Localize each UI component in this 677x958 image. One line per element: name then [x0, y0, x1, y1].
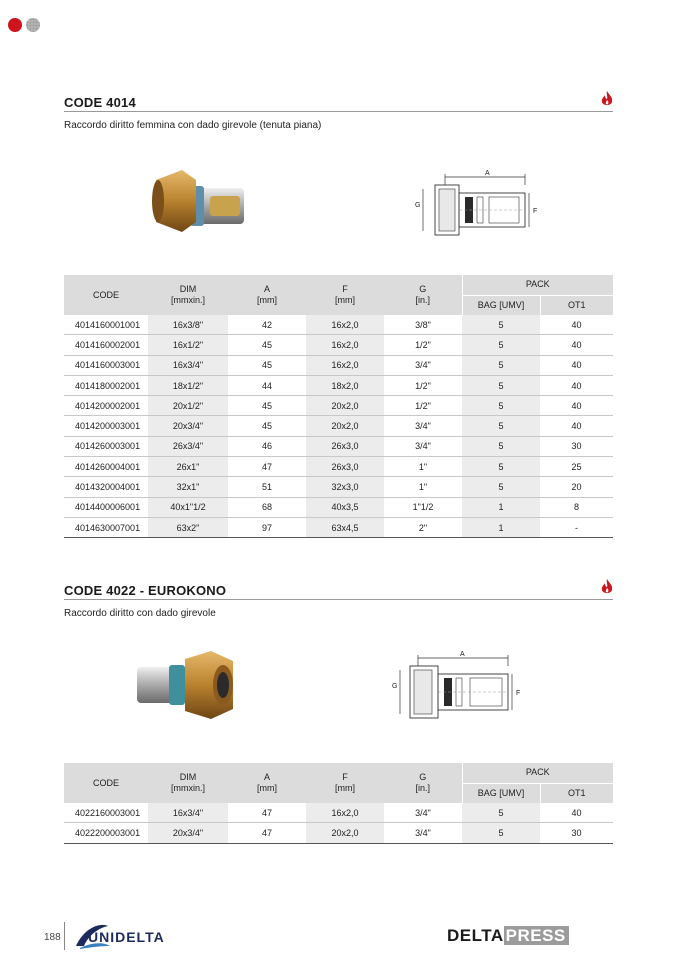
cell-dim: 16x1/2"	[148, 335, 228, 355]
cell-ot1: 40	[540, 315, 613, 335]
cell-g: 3/8"	[384, 315, 462, 335]
cell-f: 32x3,0	[306, 477, 384, 497]
header-f: F [mm]	[306, 763, 384, 803]
cell-code: 4014180002001	[64, 375, 148, 395]
dimension-label-g: G	[392, 683, 398, 690]
cell-f: 40x3,5	[306, 497, 384, 517]
cell-g: 1"	[384, 477, 462, 497]
cell-g: 3/4"	[384, 823, 462, 843]
cell-ot1: 40	[540, 416, 613, 436]
cell-f: 20x2,0	[306, 823, 384, 843]
cell-ot1: 30	[540, 823, 613, 843]
technical-drawing	[388, 650, 528, 730]
table-row	[64, 355, 613, 375]
cell-code: 4022160003001	[64, 803, 148, 823]
cell-ot1: 40	[540, 355, 613, 375]
cell-dim: 40x1"1/2	[148, 497, 228, 517]
cell-code: 4014160001001	[64, 315, 148, 335]
table-row	[64, 517, 613, 537]
cell-bag: 5	[462, 477, 540, 497]
section-subtitle: Raccordo diritto con dado girevole	[64, 608, 216, 619]
cell-f: 26x3,0	[306, 436, 384, 456]
footer-divider	[64, 922, 65, 950]
cell-f: 18x2,0	[306, 375, 384, 395]
table-row	[64, 396, 613, 416]
cell-dim: 16x3/4"	[148, 803, 228, 823]
section-title: CODE 4014	[64, 95, 136, 110]
cell-a: 45	[228, 416, 306, 436]
cell-f: 16x2,0	[306, 315, 384, 335]
cell-dim: 16x3/8"	[148, 315, 228, 335]
table-row	[64, 315, 613, 335]
cell-dim: 63x2"	[148, 517, 228, 537]
table-row	[64, 436, 613, 456]
header-dim: DIM [mmxin.]	[148, 763, 228, 803]
cell-f: 16x2,0	[306, 355, 384, 375]
cell-f: 63x4,5	[306, 517, 384, 537]
table-row	[64, 823, 613, 843]
cell-bag: 5	[462, 436, 540, 456]
cell-dim: 20x3/4"	[148, 823, 228, 843]
cell-dim: 20x1/2"	[148, 396, 228, 416]
cell-g: 1"	[384, 457, 462, 477]
cell-f: 20x2,0	[306, 396, 384, 416]
cell-a: 46	[228, 436, 306, 456]
cell-g: 1"1/2	[384, 497, 462, 517]
cell-bag: 5	[462, 335, 540, 355]
cell-ot1: 25	[540, 457, 613, 477]
dimension-label-g: G	[415, 202, 421, 209]
header-ot1: OT1	[540, 783, 613, 803]
cell-dim: 32x1"	[148, 477, 228, 497]
cell-a: 45	[228, 355, 306, 375]
cell-g: 3/4"	[384, 355, 462, 375]
header-f: F [mm]	[306, 275, 384, 315]
cell-a: 44	[228, 375, 306, 395]
cell-a: 45	[228, 396, 306, 416]
table-row	[64, 416, 613, 436]
cell-dim: 26x3/4"	[148, 436, 228, 456]
header-bag: BAG [UMV]	[462, 783, 540, 803]
grey-dot-icon	[26, 18, 40, 32]
cell-ot1: 40	[540, 803, 613, 823]
dimension-label-f: F	[533, 208, 538, 215]
header-code: CODE	[64, 763, 148, 803]
header-a: A [mm]	[228, 763, 306, 803]
cell-code: 4014630007001	[64, 517, 148, 537]
cell-f: 16x2,0	[306, 335, 384, 355]
cell-bag: 5	[462, 823, 540, 843]
header-g: G [in.]	[384, 763, 462, 803]
cell-code: 4014200003001	[64, 416, 148, 436]
header-g: G [in.]	[384, 275, 462, 315]
page-number: 188	[44, 932, 61, 943]
deltapress-logo: DELTA PRESS	[447, 926, 569, 946]
cell-g: 3/4"	[384, 436, 462, 456]
cell-a: 47	[228, 457, 306, 477]
cell-code: 4014200002001	[64, 396, 148, 416]
flame-icon	[600, 578, 614, 596]
cell-a: 47	[228, 803, 306, 823]
cell-ot1: 8	[540, 497, 613, 517]
cell-f: 16x2,0	[306, 803, 384, 823]
header-dim: DIM [mmxin.]	[148, 275, 228, 315]
cell-ot1: 30	[540, 436, 613, 456]
cell-dim: 16x3/4"	[148, 355, 228, 375]
dimension-label-a: A	[485, 170, 490, 177]
cell-g: 2"	[384, 517, 462, 537]
cell-ot1: 40	[540, 396, 613, 416]
cell-bag: 5	[462, 396, 540, 416]
header-bag: BAG [UMV]	[462, 295, 540, 315]
cell-g: 1/2"	[384, 396, 462, 416]
section-rule	[64, 111, 613, 112]
section-title: CODE 4022 - EUROKONO	[64, 583, 227, 598]
section-rule	[64, 599, 613, 600]
cell-code: 4014320004001	[64, 477, 148, 497]
cell-code: 4014160003001	[64, 355, 148, 375]
red-dot-icon	[8, 18, 22, 32]
cell-bag: 5	[462, 355, 540, 375]
spec-table	[64, 763, 613, 844]
cell-a: 51	[228, 477, 306, 497]
spec-table	[64, 275, 613, 538]
technical-drawing	[405, 165, 545, 245]
cell-a: 68	[228, 497, 306, 517]
cell-code: 4014160002001	[64, 335, 148, 355]
cell-f: 20x2,0	[306, 416, 384, 436]
table-row	[64, 457, 613, 477]
cell-a: 97	[228, 517, 306, 537]
unidelta-wordmark: UNIDELTA	[88, 929, 165, 945]
cell-ot1: 20	[540, 477, 613, 497]
section-subtitle: Raccordo diritto femmina con dado girevole (tenuta piana)	[64, 120, 322, 131]
cell-bag: 5	[462, 375, 540, 395]
unidelta-logo	[74, 922, 214, 950]
flame-icon	[600, 90, 614, 108]
dimension-label-a: A	[460, 651, 465, 658]
cell-bag: 5	[462, 315, 540, 335]
product-photo	[133, 645, 243, 725]
product-photo	[150, 160, 250, 240]
cell-bag: 5	[462, 457, 540, 477]
header-ot1: OT1	[540, 295, 613, 315]
header-code: CODE	[64, 275, 148, 315]
cell-ot1: 40	[540, 375, 613, 395]
header-a: A [mm]	[228, 275, 306, 315]
cell-a: 45	[228, 335, 306, 355]
cell-f: 26x3,0	[306, 457, 384, 477]
table-row	[64, 497, 613, 517]
cell-g: 1/2"	[384, 335, 462, 355]
cell-code: 4014260003001	[64, 436, 148, 456]
cell-bag: 5	[462, 416, 540, 436]
table-row	[64, 803, 613, 823]
table-row	[64, 477, 613, 497]
dimension-label-f: F	[516, 690, 521, 697]
cell-g: 3/4"	[384, 803, 462, 823]
cell-dim: 26x1"	[148, 457, 228, 477]
cell-code: 4014260004001	[64, 457, 148, 477]
header-pack: PACK	[462, 275, 613, 295]
cell-a: 42	[228, 315, 306, 335]
table-row	[64, 375, 613, 395]
cell-code: 4014400006001	[64, 497, 148, 517]
cell-dim: 18x1/2"	[148, 375, 228, 395]
cell-code: 4022200003001	[64, 823, 148, 843]
cell-dim: 20x3/4"	[148, 416, 228, 436]
cell-g: 3/4"	[384, 416, 462, 436]
cell-ot1: 40	[540, 335, 613, 355]
cell-a: 47	[228, 823, 306, 843]
cell-bag: 5	[462, 803, 540, 823]
table-row	[64, 335, 613, 355]
cell-bag: 1	[462, 517, 540, 537]
cell-bag: 1	[462, 497, 540, 517]
cell-g: 1/2"	[384, 375, 462, 395]
header-pack: PACK	[462, 763, 613, 783]
cell-ot1: -	[540, 517, 613, 537]
